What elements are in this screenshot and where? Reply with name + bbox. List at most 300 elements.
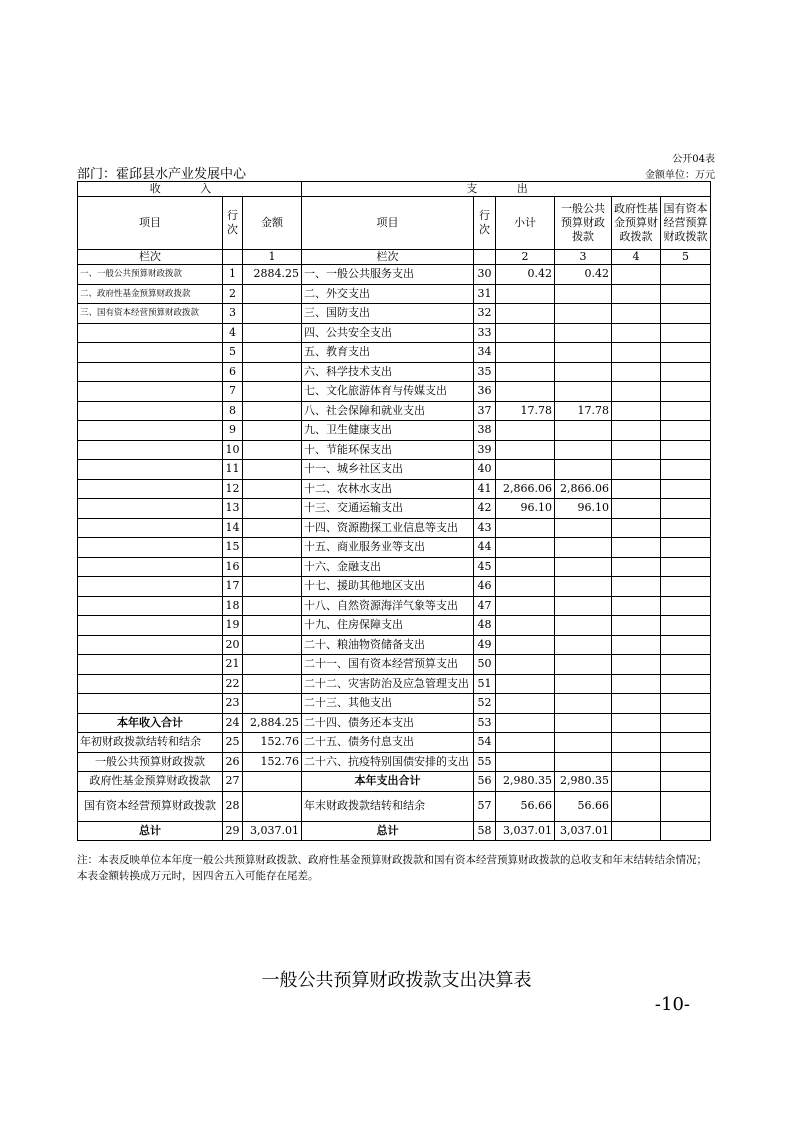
subtotal-cell (496, 518, 555, 538)
income-amount-cell (243, 518, 302, 538)
general-budget-cell (555, 635, 612, 655)
subtotal-cell (496, 655, 555, 675)
page-number: -10- (654, 994, 690, 1015)
income-line-cell: 21 (223, 655, 243, 675)
state-capital-cell (661, 577, 711, 597)
income-amount-cell (243, 655, 302, 675)
state-capital-cell (661, 772, 711, 792)
income-line-cell: 20 (223, 635, 243, 655)
general-budget-cell (555, 577, 612, 597)
table-row (78, 460, 711, 480)
expense-line-cell: 36 (474, 382, 496, 402)
expense-item-cell: 二十、粮油物资储备支出 (302, 635, 474, 655)
subtotal-cell: 2,866.06 (496, 479, 555, 499)
income-item-cell: 本年收入合计 (78, 713, 223, 733)
income-section-header: 收 入 (78, 182, 302, 197)
subtotal-cell (496, 343, 555, 363)
gov-fund-cell (612, 421, 661, 441)
expense-line-cell: 53 (474, 713, 496, 733)
column-number-1: 1 (243, 250, 302, 265)
state-capital-cell (661, 323, 711, 343)
state-capital-cell (661, 284, 711, 304)
gov-fund-cell (612, 265, 661, 285)
income-amount-cell (243, 401, 302, 421)
expense-line-cell: 56 (474, 772, 496, 792)
income-line-cell: 7 (223, 382, 243, 402)
income-line-cell: 17 (223, 577, 243, 597)
income-item-cell (78, 460, 223, 480)
column-empty (223, 250, 243, 265)
column-header-row (78, 197, 711, 250)
income-amount-cell (243, 577, 302, 597)
subtotal-cell (496, 635, 555, 655)
subtotal-cell (496, 733, 555, 753)
income-line-cell: 28 (223, 791, 243, 821)
general-budget-cell (555, 284, 612, 304)
gov-fund-cell (612, 577, 661, 597)
table-row (78, 557, 711, 577)
gov-fund-cell (612, 821, 661, 841)
expense-section-header: 支 出 (302, 182, 711, 197)
expense-item-cell: 本年支出合计 (302, 772, 474, 792)
unit-label: 金额单位：万元 (645, 170, 715, 181)
table-row (78, 323, 711, 343)
general-budget-cell (555, 557, 612, 577)
state-capital-cell (661, 791, 711, 821)
income-item-cell: 一、一般公共预算财政拨款 (78, 265, 223, 285)
state-capital-cell (661, 733, 711, 753)
expense-line-cell: 33 (474, 323, 496, 343)
column-number-4: 4 (612, 250, 661, 265)
state-capital-cell (661, 265, 711, 285)
column-label-income: 栏次 (78, 250, 223, 265)
income-item-cell (78, 577, 223, 597)
income-amount-cell (243, 557, 302, 577)
income-item-cell (78, 538, 223, 558)
income-item-cell (78, 499, 223, 519)
subtotal-cell (496, 616, 555, 636)
expense-item-cell: 十四、资源勘探工业信息等支出 (302, 518, 474, 538)
income-item-cell: 政府性基金预算财政拨款 (78, 772, 223, 792)
income-line-cell: 3 (223, 304, 243, 324)
expense-item-cell: 三、国防支出 (302, 304, 474, 324)
expense-line-cell: 58 (474, 821, 496, 841)
income-line-cell: 29 (223, 821, 243, 841)
header-subtotal: 小计 (496, 197, 555, 250)
state-capital-cell (661, 518, 711, 538)
state-capital-cell (661, 616, 711, 636)
table-row (78, 304, 711, 324)
income-item-cell (78, 479, 223, 499)
income-line-cell: 27 (223, 772, 243, 792)
income-line-cell: 23 (223, 694, 243, 714)
expense-item-cell: 一、一般公共服务支出 (302, 265, 474, 285)
expense-item-cell: 五、教育支出 (302, 343, 474, 363)
table-row (78, 674, 711, 694)
expense-line-cell: 39 (474, 440, 496, 460)
gov-fund-cell (612, 284, 661, 304)
expense-item-cell: 十五、商业服务业等支出 (302, 538, 474, 558)
income-line-cell: 6 (223, 362, 243, 382)
income-amount-cell (243, 499, 302, 519)
general-budget-cell: 96.10 (555, 499, 612, 519)
income-line-cell: 8 (223, 401, 243, 421)
income-item-cell: 国有资本经营预算财政拨款 (78, 791, 223, 821)
income-amount-cell (243, 382, 302, 402)
gov-fund-cell (612, 733, 661, 753)
gov-fund-cell (612, 343, 661, 363)
gov-fund-cell (612, 791, 661, 821)
state-capital-cell (661, 401, 711, 421)
income-amount-cell (243, 635, 302, 655)
table-row (78, 479, 711, 499)
column-number-3: 3 (555, 250, 612, 265)
subtotal-cell: 2,980.35 (496, 772, 555, 792)
table-row (78, 772, 711, 792)
gov-fund-cell (612, 323, 661, 343)
table-row (78, 733, 711, 753)
income-amount-cell (243, 479, 302, 499)
subtotal-cell: 3,037.01 (496, 821, 555, 841)
income-amount-cell (243, 362, 302, 382)
expense-item-cell: 八、社会保障和就业支出 (302, 401, 474, 421)
table-row (78, 538, 711, 558)
income-amount-cell (243, 460, 302, 480)
income-amount-cell (243, 791, 302, 821)
income-line-cell: 11 (223, 460, 243, 480)
general-budget-cell (555, 343, 612, 363)
general-budget-cell (555, 674, 612, 694)
income-item-cell (78, 382, 223, 402)
expense-line-cell: 37 (474, 401, 496, 421)
expense-line-cell: 50 (474, 655, 496, 675)
expense-line-cell: 43 (474, 518, 496, 538)
gov-fund-cell (612, 674, 661, 694)
table-row (78, 401, 711, 421)
table-row (78, 577, 711, 597)
gov-fund-cell (612, 499, 661, 519)
subtotal-cell (496, 713, 555, 733)
subtotal-cell (496, 440, 555, 460)
general-budget-cell (555, 655, 612, 675)
expense-item-cell: 九、卫生健康支出 (302, 421, 474, 441)
expense-item-cell: 十七、援助其他地区支出 (302, 577, 474, 597)
expense-item-cell: 二、外交支出 (302, 284, 474, 304)
gov-fund-cell (612, 713, 661, 733)
gov-fund-cell (612, 538, 661, 558)
expense-item-cell: 七、文化旅游体育与传媒支出 (302, 382, 474, 402)
income-line-cell: 22 (223, 674, 243, 694)
income-amount-cell (243, 596, 302, 616)
state-capital-cell (661, 499, 711, 519)
general-budget-cell: 2,866.06 (555, 479, 612, 499)
income-amount-cell (243, 694, 302, 714)
header-general-budget: 一般公共预算财政拨款 (555, 197, 612, 250)
header-expense-item: 项目 (302, 197, 474, 250)
subtotal-cell: 17.78 (496, 401, 555, 421)
table-row (78, 343, 711, 363)
state-capital-cell (661, 460, 711, 480)
state-capital-cell (661, 538, 711, 558)
state-capital-cell (661, 821, 711, 841)
state-capital-cell (661, 752, 711, 772)
income-line-cell: 1 (223, 265, 243, 285)
expense-item-cell: 六、科学技术支出 (302, 362, 474, 382)
income-item-cell (78, 596, 223, 616)
general-budget-cell (555, 538, 612, 558)
subtotal-cell (496, 538, 555, 558)
subtotal-cell (496, 674, 555, 694)
income-amount-cell (243, 343, 302, 363)
expense-line-cell: 46 (474, 577, 496, 597)
header-gov-fund: 政府性基金预算财政拨款 (612, 197, 661, 250)
general-budget-cell (555, 440, 612, 460)
income-amount-cell (243, 674, 302, 694)
table-row (78, 713, 711, 733)
general-budget-cell (555, 713, 612, 733)
general-budget-cell (555, 596, 612, 616)
state-capital-cell (661, 382, 711, 402)
header-expense-line: 行次 (474, 197, 496, 250)
income-amount-cell (243, 323, 302, 343)
income-line-cell: 14 (223, 518, 243, 538)
income-item-cell: 一般公共预算财政拨款 (78, 752, 223, 772)
income-amount-cell (243, 421, 302, 441)
general-budget-cell: 17.78 (555, 401, 612, 421)
income-amount-cell (243, 616, 302, 636)
table-row (78, 616, 711, 636)
income-line-cell: 10 (223, 440, 243, 460)
expense-line-cell: 55 (474, 752, 496, 772)
subtotal-cell (496, 460, 555, 480)
next-table-title: 一般公共预算财政拨款支出决算表 (261, 970, 532, 991)
income-amount-cell: 152.76 (243, 733, 302, 753)
gov-fund-cell (612, 460, 661, 480)
general-budget-cell (555, 323, 612, 343)
table-row (78, 284, 711, 304)
subtotal-cell: 56.66 (496, 791, 555, 821)
table-row (78, 821, 711, 841)
subtotal-cell (496, 596, 555, 616)
expense-line-cell: 54 (474, 733, 496, 753)
expense-item-cell: 二十一、国有资本经营预算支出 (302, 655, 474, 675)
general-budget-cell (555, 382, 612, 402)
table-row (78, 265, 711, 285)
subtotal-cell (496, 362, 555, 382)
expense-item-cell: 二十四、债务还本支出 (302, 713, 474, 733)
income-item-cell (78, 343, 223, 363)
income-line-cell: 15 (223, 538, 243, 558)
state-capital-cell (661, 362, 711, 382)
state-capital-cell (661, 421, 711, 441)
table-row (78, 499, 711, 519)
state-capital-cell (661, 304, 711, 324)
state-capital-cell (661, 479, 711, 499)
table-row (78, 752, 711, 772)
gov-fund-cell (612, 772, 661, 792)
gov-fund-cell (612, 635, 661, 655)
state-capital-cell (661, 674, 711, 694)
general-budget-cell: 56.66 (555, 791, 612, 821)
state-capital-cell (661, 596, 711, 616)
income-amount-cell (243, 304, 302, 324)
form-code: 公开04表 (672, 154, 715, 165)
income-item-cell (78, 518, 223, 538)
expense-line-cell: 57 (474, 791, 496, 821)
table-row (78, 655, 711, 675)
general-budget-cell (555, 752, 612, 772)
expense-line-cell: 44 (474, 538, 496, 558)
income-item-cell: 年初财政拨款结转和结余 (78, 733, 223, 753)
state-capital-cell (661, 557, 711, 577)
gov-fund-cell (612, 655, 661, 675)
income-line-cell: 19 (223, 616, 243, 636)
income-amount-cell (243, 284, 302, 304)
expense-item-cell: 十八、自然资源海洋气象等支出 (302, 596, 474, 616)
gov-fund-cell (612, 557, 661, 577)
table-row (78, 440, 711, 460)
income-line-cell: 18 (223, 596, 243, 616)
expense-line-cell: 41 (474, 479, 496, 499)
column-number-2: 2 (496, 250, 555, 265)
gov-fund-cell (612, 518, 661, 538)
subtotal-cell (496, 752, 555, 772)
income-item-cell: 三、国有资本经营预算财政拨款 (78, 304, 223, 324)
table-row (78, 518, 711, 538)
expense-item-cell: 十一、城乡社区支出 (302, 460, 474, 480)
finance-table (77, 181, 711, 841)
general-budget-cell (555, 733, 612, 753)
income-item-cell: 二、政府性基金预算财政拨款 (78, 284, 223, 304)
table-row (78, 635, 711, 655)
expense-item-cell: 年末财政拨款结转和结余 (302, 791, 474, 821)
income-item-cell (78, 635, 223, 655)
income-line-cell: 2 (223, 284, 243, 304)
state-capital-cell (661, 440, 711, 460)
table-note: 注：本表反映单位本年度一般公共预算财政拨款、政府性基金预算财政拨款和国有资本经营预算财政拨款的总收支和年末结转结余情况；本表金额转换成万元时，因四舍五入可能存在尾差。 (77, 854, 707, 882)
income-line-cell: 24 (223, 713, 243, 733)
income-line-cell: 5 (223, 343, 243, 363)
income-item-cell (78, 421, 223, 441)
general-budget-cell (555, 616, 612, 636)
income-line-cell: 16 (223, 557, 243, 577)
gov-fund-cell (612, 362, 661, 382)
section-header-row (78, 182, 711, 197)
income-item-cell (78, 655, 223, 675)
subtotal-cell (496, 694, 555, 714)
general-budget-cell: 0.42 (555, 265, 612, 285)
header-state-capital: 国有资本经营预算财政拨款 (661, 197, 711, 250)
expense-line-cell: 51 (474, 674, 496, 694)
expense-item-cell: 十、节能环保支出 (302, 440, 474, 460)
gov-fund-cell (612, 479, 661, 499)
income-line-cell: 9 (223, 421, 243, 441)
header-income-line: 行次 (223, 197, 243, 250)
expense-item-cell: 十二、农林水支出 (302, 479, 474, 499)
state-capital-cell (661, 694, 711, 714)
expense-line-cell: 40 (474, 460, 496, 480)
expense-line-cell: 52 (474, 694, 496, 714)
table-row (78, 791, 711, 821)
expense-line-cell: 30 (474, 265, 496, 285)
expense-item-cell: 二十五、债务付息支出 (302, 733, 474, 753)
income-item-cell (78, 323, 223, 343)
income-item-cell (78, 674, 223, 694)
gov-fund-cell (612, 752, 661, 772)
department-label: 部门：霍邱县水产业发展中心 (77, 167, 247, 182)
expense-line-cell: 35 (474, 362, 496, 382)
column-number-row (78, 250, 711, 265)
subtotal-cell (496, 304, 555, 324)
expense-line-cell: 42 (474, 499, 496, 519)
income-amount-cell (243, 538, 302, 558)
header-income-item: 项目 (78, 197, 223, 250)
column-label-expense: 栏次 (302, 250, 474, 265)
gov-fund-cell (612, 596, 661, 616)
subtotal-cell (496, 284, 555, 304)
expense-item-cell: 十三、交通运输支出 (302, 499, 474, 519)
income-amount-cell: 152.76 (243, 752, 302, 772)
income-line-cell: 25 (223, 733, 243, 753)
expense-line-cell: 38 (474, 421, 496, 441)
general-budget-cell: 3,037.01 (555, 821, 612, 841)
income-item-cell (78, 694, 223, 714)
table-row (78, 694, 711, 714)
subtotal-cell: 96.10 (496, 499, 555, 519)
column-number-5: 5 (661, 250, 711, 265)
income-line-cell: 12 (223, 479, 243, 499)
expense-line-cell: 47 (474, 596, 496, 616)
general-budget-cell (555, 518, 612, 538)
income-item-cell (78, 616, 223, 636)
expense-item-cell: 总计 (302, 821, 474, 841)
expense-line-cell: 32 (474, 304, 496, 324)
general-budget-cell (555, 362, 612, 382)
state-capital-cell (661, 655, 711, 675)
subtotal-cell (496, 421, 555, 441)
general-budget-cell (555, 694, 612, 714)
income-amount-cell: 2,884.25 (243, 713, 302, 733)
income-amount-cell (243, 440, 302, 460)
subtotal-cell (496, 382, 555, 402)
column-empty (474, 250, 496, 265)
income-item-cell (78, 401, 223, 421)
table-row (78, 382, 711, 402)
expense-item-cell: 二十六、抗疫特别国债安排的支出 (302, 752, 474, 772)
gov-fund-cell (612, 304, 661, 324)
expense-line-cell: 34 (474, 343, 496, 363)
state-capital-cell (661, 713, 711, 733)
expense-line-cell: 45 (474, 557, 496, 577)
income-line-cell: 13 (223, 499, 243, 519)
income-item-cell (78, 557, 223, 577)
income-item-cell: 总计 (78, 821, 223, 841)
expense-item-cell: 十九、住房保障支出 (302, 616, 474, 636)
table-row (78, 421, 711, 441)
income-amount-cell: 2884.25 (243, 265, 302, 285)
gov-fund-cell (612, 401, 661, 421)
state-capital-cell (661, 635, 711, 655)
table-row (78, 362, 711, 382)
expense-item-cell: 十六、金融支出 (302, 557, 474, 577)
subtotal-cell: 0.42 (496, 265, 555, 285)
header-income-amount: 金额 (243, 197, 302, 250)
expense-item-cell: 二十二、灾害防治及应急管理支出 (302, 674, 474, 694)
expense-line-cell: 31 (474, 284, 496, 304)
gov-fund-cell (612, 694, 661, 714)
subtotal-cell (496, 557, 555, 577)
income-amount-cell (243, 772, 302, 792)
